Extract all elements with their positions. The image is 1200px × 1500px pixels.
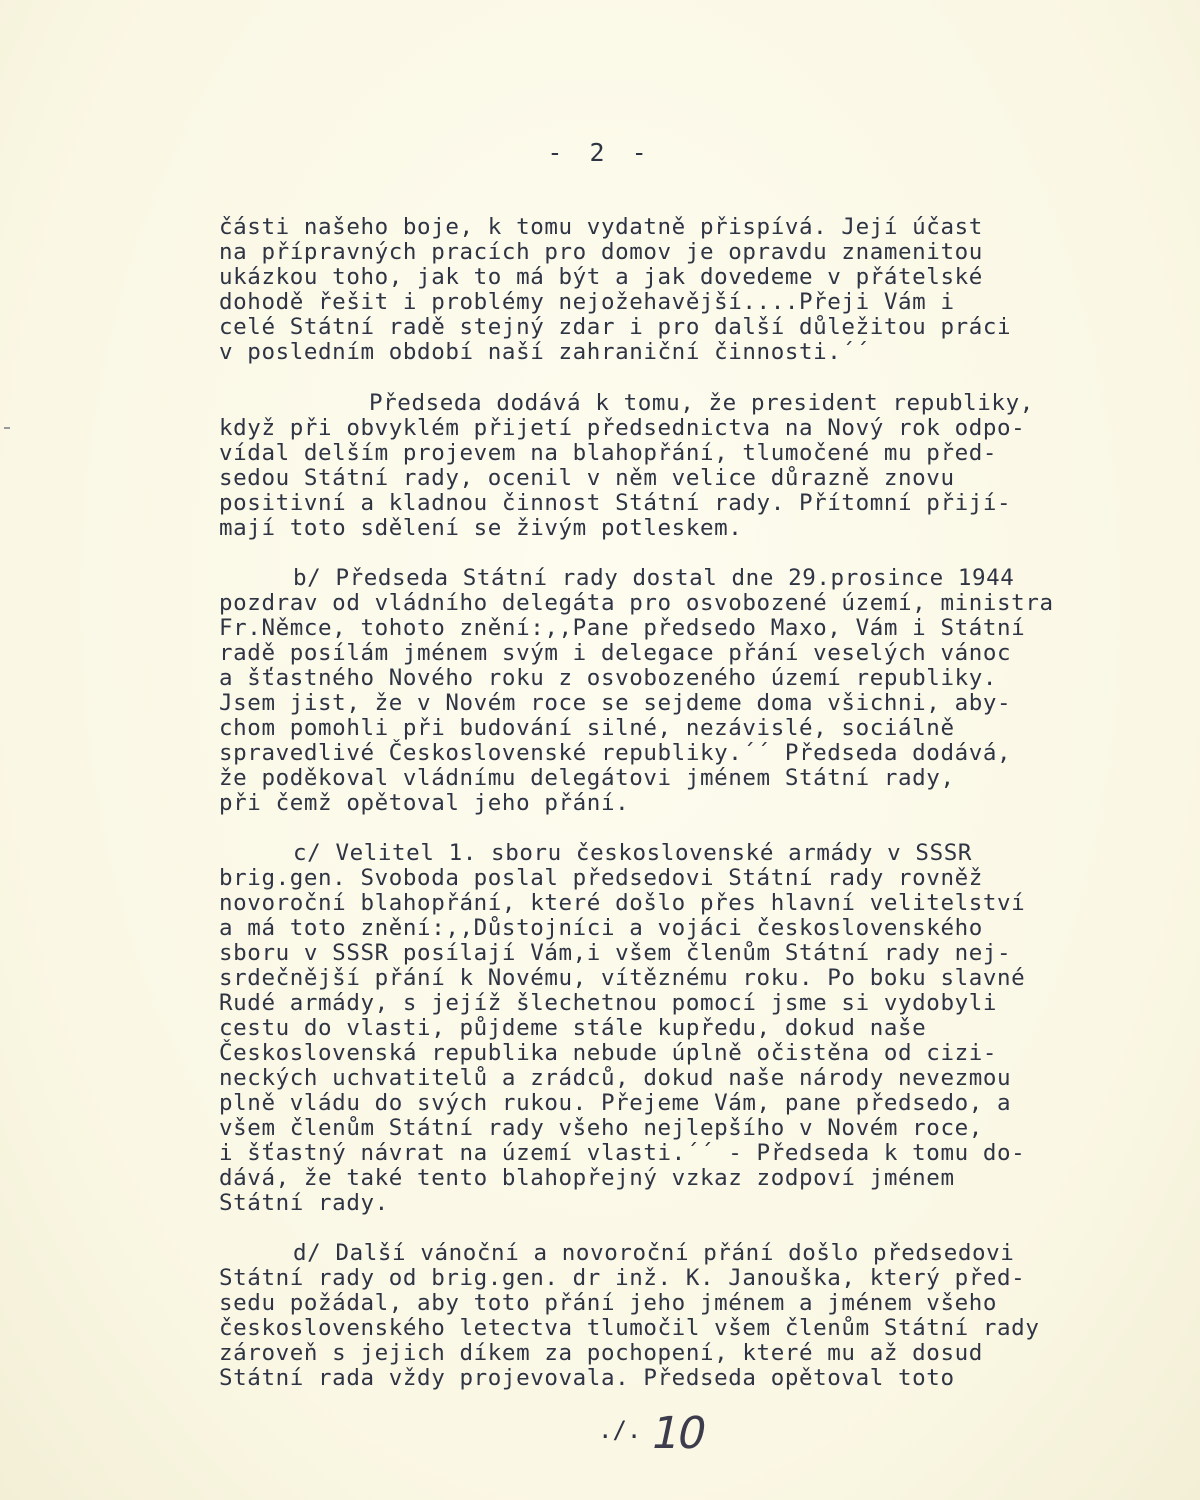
- margin-mark: [4, 427, 10, 429]
- text-line: c/ Velitel 1. sboru československé armády v SSSR: [293, 840, 973, 866]
- text-line: vídal delším projevem na blahopřání, tlumočené mu před-: [219, 440, 998, 466]
- text-line: Státní rady od brig.gen. dr inž. K. Janouška, který před-: [219, 1265, 1026, 1291]
- text-line: srdečnější přání k Novému, vítěznému roku. Po boku slavné: [219, 965, 1026, 991]
- text-line: Předseda dodává k tomu, že president republiky,: [369, 390, 1034, 416]
- text-line: mají toto sdělení se živým potleskem.: [219, 515, 743, 541]
- text-line: československého letectva tlumočil všem členům Státní rady: [219, 1315, 1040, 1341]
- text-line: na přípravných pracích pro domov je opravdu znamenitou: [219, 239, 983, 265]
- text-line: všem členům Státní rady všeho nejlepšího v Novém roce,: [219, 1115, 983, 1141]
- text-line: sboru v SSSR posílají Vám,i všem členům Státní rady nej-: [219, 940, 1012, 966]
- text-line: brig.gen. Svoboda poslal předsedovi Státní rady rovněž: [219, 865, 983, 891]
- text-line: novoroční blahopřání, které došlo přes hlavní velitelství: [219, 890, 1026, 916]
- text-line: celé Státní radě stejný zdar i pro další důležitou práci: [219, 314, 1012, 340]
- text-line: části našeho boje, k tomu vydatně přispívá. Její účast: [219, 214, 983, 240]
- text-line: v posledním období naší zahraniční činnosti.´´: [219, 339, 870, 365]
- text-line: Československá republika nebude úplně očistěna od cizi-: [219, 1040, 998, 1066]
- text-line: a šťastného Nového roku z osvobozeného území republiky.: [219, 665, 998, 691]
- text-line: i šťastný návrat na území vlasti.´´ - Předseda k tomu do-: [219, 1140, 1026, 1166]
- text-line: ukázkou toho, jak to má být a jak dovedeme v přátelské: [219, 264, 983, 290]
- text-line: sedu požádal, aby toto přání jeho jménem a jménem všeho: [219, 1290, 998, 1316]
- text-line: chom pomohli při budování silné, nezávislé, sociálně: [219, 715, 955, 741]
- continuation-mark: ./.: [598, 1416, 642, 1444]
- text-line: Státní rady.: [219, 1190, 389, 1216]
- text-line: cestu do vlasti, půjdeme stále kupředu, dokud naše: [219, 1015, 927, 1041]
- text-line: sedou Státní rady, ocenil v něm velice důrazně znovu: [219, 465, 955, 491]
- handwritten-page-number: 10: [646, 1408, 710, 1459]
- text-line: d/ Další vánoční a novoroční přání došlo předsedovi: [293, 1240, 1015, 1266]
- text-line: zároveň s jejich díkem za pochopení, které mu až dosud: [219, 1340, 983, 1366]
- text-line: b/ Předseda Státní rady dostal dne 29.prosince 1944: [293, 565, 1015, 591]
- text-line: pozdrav od vládního delegáta pro osvobozené území, ministra: [219, 590, 1054, 616]
- text-line: positivní a kladnou činnost Státní rady. Přítomní přijí-: [219, 490, 1012, 516]
- text-line: Jsem jist, že v Novém roce se sejdeme doma všichni, aby-: [219, 690, 1012, 716]
- text-line: spravedlivé Československé republiky.´´ Předseda dodává,: [219, 740, 1012, 766]
- text-line: když při obvyklém přijetí předsednictva na Nový rok odpo-: [219, 415, 1026, 441]
- text-line: a má toto znění:,,Důstojníci a vojáci československého: [219, 915, 983, 941]
- text-line: neckých uchvatitelů a zrádců, dokud naše národy nevezmou: [219, 1065, 1012, 1091]
- text-line: Rudé armády, s jejíž šlechetnou pomocí jsme si vydobyli: [219, 990, 998, 1016]
- text-line: radě posílám jménem svým i delegace přání veselých vánoc: [219, 640, 1012, 666]
- text-line: Státní rada vždy projevovala. Předseda opětoval toto: [219, 1365, 955, 1391]
- page-number: - 2 -: [547, 138, 653, 167]
- text-line: Fr.Němce, tohoto znění:,,Pane předsedo Maxo, Vám i Státní: [219, 615, 1026, 641]
- text-line: plně vládu do svých rukou. Přejeme Vám, pane předsedo, a: [219, 1090, 1012, 1116]
- text-line: při čemž opětoval jeho přání.: [219, 790, 630, 816]
- text-line: dává, že také tento blahopřejný vzkaz zodpoví jménem: [219, 1165, 955, 1191]
- text-line: že poděkoval vládnímu delegátovi jménem Státní rady,: [219, 765, 955, 791]
- text-line: dohodě řešit i problémy nejožehavější....Přeji Vám i: [219, 289, 955, 315]
